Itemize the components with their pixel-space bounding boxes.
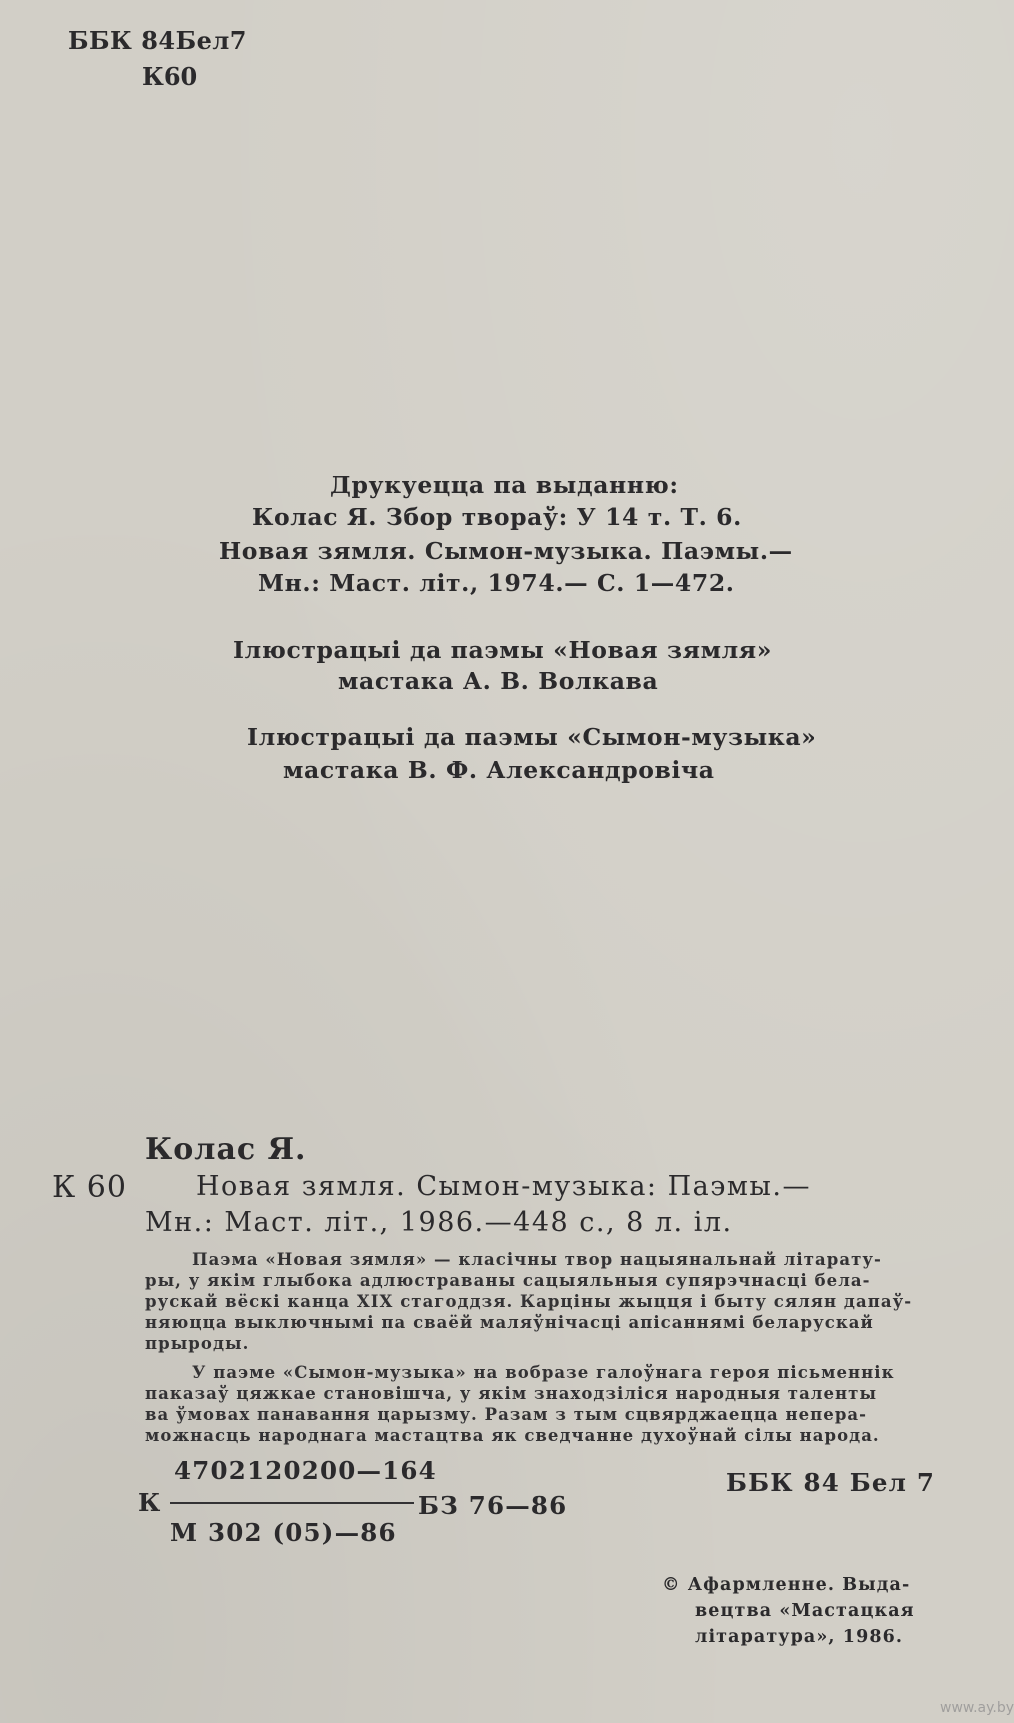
printed-from-label: Друкуецца па выданню: xyxy=(330,471,679,499)
annotation-line-3: рускай вёскі канца XIX стагоддзя. Карціны жыцця і быту сялян дапаў- xyxy=(145,1292,913,1311)
source-line-2: Новая зямля. Сымон-музыка. Паэмы.— xyxy=(219,537,793,565)
card-publication-line: Мн.: Маст. літ., 1986.—448 с., 8 л. іл. xyxy=(145,1207,733,1238)
code-suffix: БЗ 76—86 xyxy=(418,1491,568,1520)
copyright-line-1: © Афармленне. Выда- xyxy=(662,1575,911,1595)
annotation-line-9: можнасць народнага мастацтва як сведчанне духоўнай сілы народа. xyxy=(145,1426,880,1445)
card-title-line: Новая зямля. Сымон-музыка: Паэмы.— xyxy=(196,1171,811,1202)
card-bbk-code: ББК 84 Бел 7 xyxy=(726,1468,936,1497)
annotation-line-4: няюцца выключнымі па сваёй маляўнічасці апісаннямі беларускай xyxy=(145,1313,874,1332)
card-author: Колас Я. xyxy=(145,1132,307,1167)
card-index: К 60 xyxy=(52,1170,127,1205)
source-line-3: Мн.: Маст. літ., 1974.— С. 1—472. xyxy=(258,569,735,597)
illustrations-credit-2-line-2: мастака В. Ф. Александровіча xyxy=(283,756,715,784)
annotation-line-6: У паэме «Сымон-музыка» на вобразе галоўнага героя пісьменнік xyxy=(192,1363,895,1382)
code-denominator: М 302 (05)—86 xyxy=(170,1518,397,1547)
top-author-mark: К60 xyxy=(142,62,198,91)
illustrations-credit-1-line-1: Ілюстрацыі да паэмы «Новая зямля» xyxy=(233,636,773,664)
annotation-line-8: ва ўмовах панавання царызму. Разам з тым сцвярджаецца непера- xyxy=(145,1405,868,1424)
annotation-line-1: Паэма «Новая зямля» — класічны твор нацыянальнай літарату- xyxy=(192,1250,882,1269)
source-line-1: Колас Я. Збор твораў: У 14 т. Т. 6. xyxy=(252,503,742,531)
code-letter: К xyxy=(138,1488,162,1517)
illustrations-credit-2-line-1: Ілюстрацыі да паэмы «Сымон-музыка» xyxy=(247,723,817,751)
copyright-line-2: вецтва «Мастацкая xyxy=(695,1601,915,1621)
copyright-line-3: літаратура», 1986. xyxy=(695,1627,904,1647)
top-bbk-code: ББК 84Бел7 xyxy=(68,26,247,55)
code-numerator: 4702120200—164 xyxy=(174,1456,437,1485)
watermark-text: www.ay.by xyxy=(940,1700,1014,1716)
fraction-line xyxy=(170,1502,414,1504)
annotation-line-2: ры, у якім глыбока адлюстраваны сацыяльныя супярэчнасці бела- xyxy=(145,1271,871,1290)
illustrations-credit-1-line-2: мастака А. В. Волкава xyxy=(338,667,659,695)
annotation-line-7: паказаў цяжкае становішча, у якім знаходзіліся народныя таленты xyxy=(145,1384,878,1403)
annotation-line-5: прыроды. xyxy=(145,1334,250,1353)
